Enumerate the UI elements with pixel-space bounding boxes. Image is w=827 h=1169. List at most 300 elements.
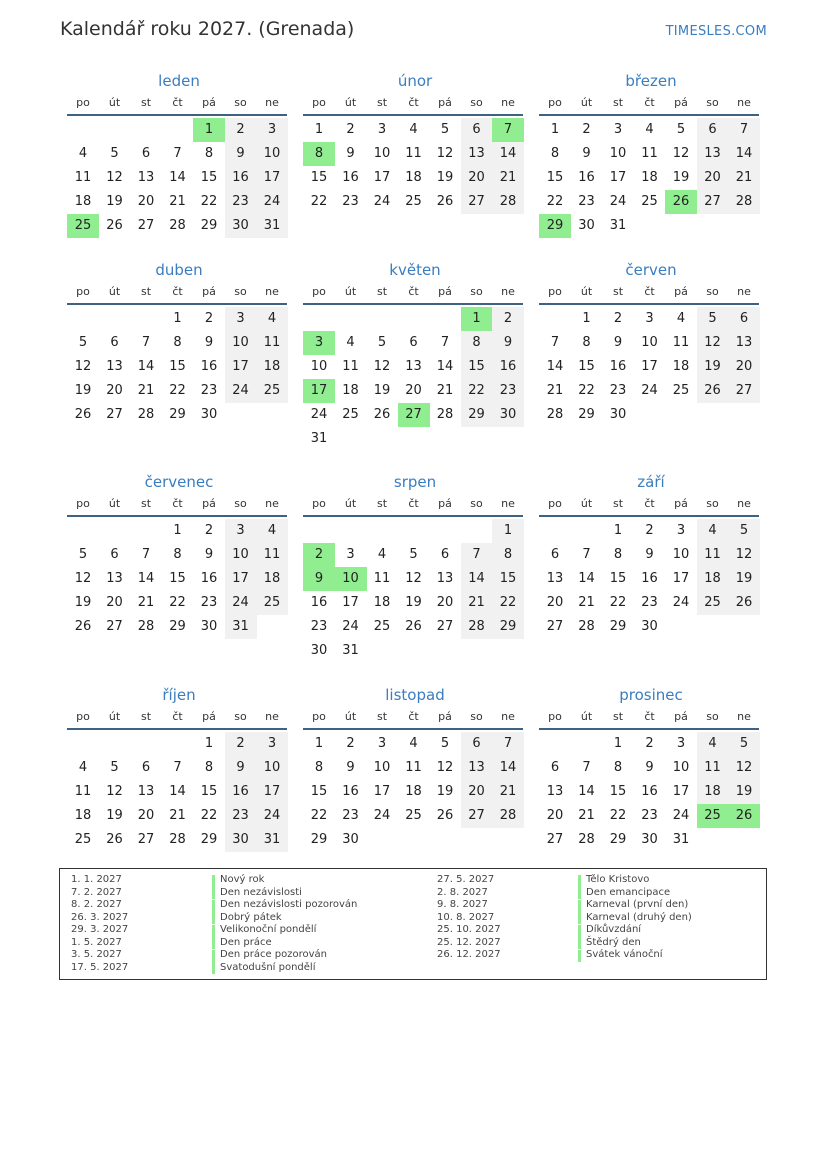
day-cell: 9: [225, 756, 257, 780]
day-cell: 22: [492, 591, 524, 615]
day-cell: 25: [342, 407, 359, 422]
day-cell: 16: [641, 784, 658, 799]
day-cell: 9: [645, 547, 654, 562]
day-cell: 19: [405, 595, 422, 610]
day-cell: 16: [310, 595, 328, 610]
day-cell: 29: [310, 832, 328, 847]
day-cell: 22: [609, 595, 627, 610]
month-prosinec: [539, 686, 763, 876]
day-cell: 19: [436, 784, 454, 799]
day-cell: 28: [169, 218, 186, 233]
day-cell: 3: [613, 122, 623, 137]
weekday-label: po: [76, 710, 90, 723]
holiday-day-cell: 25: [697, 804, 729, 828]
holiday-name: Den emancipace: [586, 886, 671, 898]
holiday-day-cell: 27: [398, 403, 430, 427]
weekday-label: so: [234, 96, 247, 109]
month-name: srpen: [393, 473, 437, 491]
day-cell: 13: [728, 331, 760, 355]
weekday-label: čt: [644, 96, 655, 109]
day-cell: 23: [342, 808, 359, 823]
weekday-label: čt: [644, 285, 655, 298]
day-cell: 17: [225, 355, 257, 379]
month-name: duben: [155, 261, 203, 279]
day-cell: 24: [672, 808, 690, 823]
day-cell: 29: [169, 619, 186, 634]
day-cell: 6: [461, 732, 493, 756]
month-name: říjen: [162, 686, 196, 704]
day-cell: 16: [225, 166, 257, 190]
day-cell: 20: [461, 780, 493, 804]
holiday-date: 27. 5. 2027: [437, 874, 495, 885]
month-rule: [303, 303, 523, 305]
holiday-name: Den práce pozorován: [220, 949, 328, 960]
day-cell: 6: [461, 118, 493, 142]
day-cell: 7: [141, 547, 151, 562]
day-cell: 7: [492, 732, 524, 756]
weekday-label: pá: [438, 96, 452, 109]
day-cell: 28: [436, 407, 454, 422]
day-cell: 11: [672, 335, 690, 350]
day-cell: 13: [461, 142, 493, 166]
day-cell: 11: [697, 543, 729, 567]
weekday-label: pá: [202, 285, 216, 298]
weekday-label: ne: [501, 710, 515, 723]
day-cell: 15: [546, 170, 564, 185]
day-cell: 6: [110, 547, 119, 562]
day-cell: 19: [74, 383, 92, 398]
holiday-day-cell: 1: [193, 118, 225, 142]
weekday-label: ne: [501, 497, 515, 510]
weekday-label: pá: [674, 285, 688, 298]
holiday-marker: [578, 925, 581, 937]
page-title: Kalendář roku 2027. (Grenada): [60, 18, 355, 40]
day-cell: 16: [342, 170, 359, 185]
month-rule: [539, 515, 759, 517]
day-cell: 4: [697, 732, 729, 756]
day-cell: 5: [377, 335, 387, 350]
day-cell: 20: [137, 194, 155, 209]
day-cell: 26: [106, 218, 123, 233]
day-cell: 27: [106, 619, 123, 634]
day-cell: 12: [74, 571, 92, 586]
day-cell: 21: [728, 166, 760, 190]
weekday-label: út: [108, 497, 121, 510]
day-cell: 3: [225, 307, 257, 331]
weekday-label: st: [140, 497, 152, 510]
weekday-label: pá: [674, 497, 688, 510]
weekday-label: út: [580, 96, 593, 109]
month-rule: [539, 114, 759, 116]
day-cell: 26: [405, 619, 422, 634]
month-rule: [539, 303, 759, 305]
day-cell: 31: [310, 431, 328, 446]
day-cell: 16: [609, 359, 627, 374]
day-cell: 10: [373, 760, 391, 775]
day-cell: 6: [409, 335, 418, 350]
month-name: prosinec: [619, 686, 683, 704]
weekday-label: st: [376, 285, 388, 298]
day-cell: 12: [728, 543, 760, 567]
holiday-day-cell: 26: [665, 190, 697, 214]
holiday-name: Den práce: [220, 936, 272, 948]
holiday-marker: [212, 900, 215, 912]
day-cell: 18: [342, 383, 359, 398]
month-rule: [67, 728, 287, 730]
weekday-label: ne: [737, 497, 751, 510]
day-cell: 17: [373, 170, 391, 185]
month-leden: [67, 72, 291, 262]
holiday-date: 3. 5. 2027: [71, 949, 122, 960]
day-cell: 22: [310, 194, 328, 209]
day-cell: 3: [377, 736, 387, 751]
day-cell: 2: [204, 311, 214, 326]
day-cell: 14: [492, 142, 524, 166]
holiday-name: Karneval (druhý den): [586, 911, 692, 923]
day-cell: 15: [310, 784, 328, 799]
holiday-day-cell: 7: [492, 118, 524, 142]
day-cell: 14: [137, 359, 155, 374]
day-cell: 17: [672, 571, 690, 586]
day-cell: 3: [676, 523, 686, 538]
day-cell: 19: [697, 355, 729, 379]
day-cell: 28: [137, 407, 155, 422]
month-rule: [67, 303, 287, 305]
day-cell: 5: [728, 732, 760, 756]
holiday-date: 10. 8. 2027: [437, 911, 495, 923]
day-cell: 6: [728, 307, 760, 331]
holiday-name: Den nezávislosti: [220, 886, 302, 898]
day-cell: 29: [200, 832, 218, 847]
weekday-label: so: [706, 710, 719, 723]
day-cell: 15: [492, 567, 524, 591]
weekday-label: po: [312, 285, 326, 298]
day-cell: 14: [436, 359, 454, 374]
day-cell: 20: [697, 166, 729, 190]
day-cell: 27: [728, 379, 760, 403]
day-cell: 2: [225, 118, 257, 142]
day-cell: 27: [137, 218, 155, 233]
day-cell: 10: [641, 335, 658, 350]
day-cell: 13: [697, 142, 729, 166]
day-cell: 8: [492, 543, 524, 567]
day-cell: 29: [609, 619, 627, 634]
day-cell: 6: [141, 146, 151, 161]
day-cell: 19: [436, 170, 454, 185]
day-cell: 13: [137, 170, 155, 185]
weekday-label: st: [612, 497, 624, 510]
holiday-date: 26. 3. 2027: [71, 911, 129, 923]
day-cell: 23: [342, 194, 359, 209]
day-cell: 11: [342, 359, 359, 374]
day-cell: 24: [373, 194, 391, 209]
weekday-label: út: [344, 497, 357, 510]
day-cell: 5: [78, 547, 88, 562]
weekday-label: so: [470, 285, 483, 298]
day-cell: 20: [405, 383, 422, 398]
weekday-label: po: [312, 96, 326, 109]
day-cell: 9: [225, 142, 257, 166]
day-cell: 2: [645, 736, 654, 751]
day-cell: 28: [578, 619, 595, 634]
day-cell: 11: [74, 170, 92, 185]
day-cell: 30: [578, 218, 595, 233]
day-cell: 10: [672, 547, 690, 562]
day-cell: 7: [173, 760, 182, 775]
day-cell: 16: [492, 355, 524, 379]
day-cell: 9: [346, 146, 355, 161]
day-cell: 18: [405, 170, 422, 185]
day-cell: 14: [728, 142, 760, 166]
month-name: červen: [625, 261, 677, 279]
day-cell: 13: [546, 571, 564, 586]
day-cell: 18: [74, 194, 92, 209]
day-cell: 15: [609, 784, 627, 799]
weekday-label: čt: [408, 285, 419, 298]
month-rule: [303, 114, 523, 116]
day-cell: 18: [74, 808, 92, 823]
weekday-label: út: [344, 710, 357, 723]
day-cell: 13: [461, 756, 493, 780]
weekday-label: út: [108, 285, 121, 298]
weekday-label: pá: [202, 710, 216, 723]
month-rule: [303, 515, 523, 517]
day-cell: 22: [578, 383, 595, 398]
weekday-label: út: [344, 285, 357, 298]
weekday-label: so: [706, 497, 719, 510]
day-cell: 8: [173, 335, 182, 350]
weekday-label: čt: [172, 497, 183, 510]
day-cell: 4: [645, 122, 654, 137]
day-cell: 24: [225, 591, 257, 615]
weekday-label: po: [548, 285, 562, 298]
weekday-label: po: [76, 285, 90, 298]
day-cell: 15: [169, 571, 186, 586]
day-cell: 10: [310, 359, 328, 374]
day-cell: 12: [106, 170, 123, 185]
day-cell: 25: [641, 194, 658, 209]
day-cell: 31: [225, 615, 257, 639]
day-cell: 29: [200, 218, 218, 233]
month-name: červenec: [144, 473, 214, 491]
day-cell: 20: [546, 808, 564, 823]
day-cell: 10: [256, 756, 288, 780]
day-cell: 20: [106, 595, 123, 610]
weekday-label: pá: [438, 710, 452, 723]
holiday-name: Velikonoční pondělí: [220, 924, 317, 935]
weekday-label: út: [344, 96, 357, 109]
weekday-label: st: [612, 285, 624, 298]
holiday-date: 7. 2. 2027: [71, 886, 122, 898]
day-cell: 2: [346, 736, 355, 751]
weekday-label: ne: [265, 285, 279, 298]
day-cell: 29: [609, 832, 627, 847]
holiday-legend: [59, 868, 767, 980]
day-cell: 18: [256, 355, 288, 379]
day-cell: 27: [697, 190, 729, 214]
day-cell: 26: [106, 832, 123, 847]
month-červenec: [67, 473, 291, 663]
day-cell: 25: [373, 619, 391, 634]
day-cell: 9: [582, 146, 591, 161]
day-cell: 1: [613, 523, 623, 538]
day-cell: 13: [106, 571, 123, 586]
weekday-label: út: [580, 710, 593, 723]
day-cell: 8: [613, 760, 623, 775]
weekday-label: čt: [172, 285, 183, 298]
day-cell: 28: [546, 407, 564, 422]
weekday-label: po: [76, 96, 90, 109]
day-cell: 31: [672, 832, 690, 847]
day-cell: 4: [377, 547, 387, 562]
day-cell: 1: [314, 736, 324, 751]
weekday-label: ne: [265, 96, 279, 109]
holiday-name: Svátek vánoční: [586, 949, 663, 960]
weekday-label: čt: [408, 497, 419, 510]
day-cell: 22: [200, 194, 218, 209]
day-cell: 6: [440, 547, 450, 562]
weekday-label: so: [470, 497, 483, 510]
day-cell: 12: [405, 571, 422, 586]
day-cell: 8: [461, 331, 493, 355]
day-cell: 7: [582, 547, 591, 562]
day-cell: 21: [578, 595, 595, 610]
day-cell: 2: [225, 732, 257, 756]
day-cell: 15: [200, 784, 218, 799]
day-cell: 15: [578, 359, 595, 374]
day-cell: 19: [728, 780, 760, 804]
holiday-day-cell: 17: [303, 379, 335, 403]
day-cell: 11: [74, 784, 92, 799]
month-name: listopad: [385, 686, 445, 704]
holiday-date: 25. 10. 2027: [437, 924, 501, 935]
month-říjen: [67, 686, 291, 876]
day-cell: 1: [204, 736, 214, 751]
day-cell: 5: [110, 146, 119, 161]
day-cell: 19: [672, 170, 690, 185]
weekday-label: čt: [644, 497, 655, 510]
day-cell: 13: [436, 571, 454, 586]
month-rule: [539, 728, 759, 730]
month-duben: [67, 261, 291, 451]
weekday-label: st: [376, 710, 388, 723]
day-cell: 14: [169, 784, 186, 799]
day-cell: 23: [641, 595, 658, 610]
day-cell: 4: [78, 760, 88, 775]
day-cell: 9: [492, 331, 524, 355]
day-cell: 24: [256, 804, 288, 828]
day-cell: 3: [225, 519, 257, 543]
holiday-day-cell: 1: [461, 307, 493, 331]
day-cell: 26: [74, 407, 92, 422]
day-cell: 29: [461, 403, 493, 427]
holiday-marker: [212, 925, 215, 937]
holiday-marker: [212, 887, 215, 899]
day-cell: 12: [728, 756, 760, 780]
day-cell: 1: [550, 122, 560, 137]
month-rule: [67, 515, 287, 517]
day-cell: 30: [310, 643, 328, 658]
holiday-date: 9. 8. 2027: [437, 899, 488, 910]
day-cell: 30: [641, 832, 658, 847]
day-cell: 27: [137, 832, 155, 847]
holiday-day-cell: 25: [67, 214, 99, 238]
holiday-name: Tělo Kristovo: [586, 874, 650, 885]
day-cell: 5: [697, 307, 729, 331]
weekday-label: pá: [438, 285, 452, 298]
holiday-marker: [578, 912, 581, 924]
day-cell: 2: [613, 311, 623, 326]
day-cell: 18: [405, 784, 422, 799]
day-cell: 25: [672, 383, 690, 398]
day-cell: 22: [461, 379, 493, 403]
holiday-date: 17. 5. 2027: [71, 961, 129, 973]
day-cell: 1: [173, 311, 182, 326]
weekday-label: čt: [408, 96, 419, 109]
holiday-marker: [578, 950, 581, 962]
day-cell: 16: [641, 571, 658, 586]
day-cell: 7: [141, 335, 151, 350]
day-cell: 26: [697, 379, 729, 403]
month-červen: [539, 261, 763, 451]
holiday-date: 1. 1. 2027: [71, 874, 122, 885]
holiday-day-cell: 3: [303, 331, 335, 355]
holiday-marker: [578, 875, 581, 887]
day-cell: 17: [256, 780, 288, 804]
day-cell: 8: [582, 335, 591, 350]
day-cell: 20: [461, 166, 493, 190]
day-cell: 11: [641, 146, 658, 161]
day-cell: 28: [492, 190, 524, 214]
day-cell: 10: [256, 142, 288, 166]
day-cell: 24: [342, 619, 359, 634]
day-cell: 30: [200, 407, 218, 422]
day-cell: 4: [676, 311, 686, 326]
weekday-label: so: [234, 497, 247, 510]
day-cell: 6: [110, 335, 119, 350]
weekday-label: čt: [172, 710, 183, 723]
holiday-marker: [578, 937, 581, 949]
weekday-label: st: [140, 710, 152, 723]
day-cell: 3: [256, 732, 288, 756]
day-cell: 27: [106, 407, 123, 422]
brand-link[interactable]: TIMESLES.COM: [665, 24, 767, 39]
day-cell: 23: [225, 190, 257, 214]
day-cell: 18: [256, 567, 288, 591]
day-cell: 5: [440, 736, 450, 751]
day-cell: 4: [78, 146, 88, 161]
day-cell: 24: [641, 383, 658, 398]
day-cell: 2: [492, 307, 524, 331]
weekday-label: pá: [202, 497, 216, 510]
holiday-day-cell: 29: [539, 214, 571, 238]
day-cell: 28: [578, 832, 595, 847]
day-cell: 3: [645, 311, 654, 326]
day-cell: 24: [609, 194, 627, 209]
day-cell: 11: [256, 331, 288, 355]
day-cell: 14: [461, 567, 493, 591]
weekday-label: út: [580, 285, 593, 298]
weekday-label: st: [140, 285, 152, 298]
day-cell: 27: [546, 619, 564, 634]
day-cell: 31: [256, 828, 288, 852]
weekday-label: pá: [674, 710, 688, 723]
day-cell: 10: [609, 146, 627, 161]
day-cell: 18: [697, 780, 729, 804]
weekday-label: po: [548, 96, 562, 109]
day-cell: 15: [200, 170, 218, 185]
day-cell: 12: [436, 146, 454, 161]
